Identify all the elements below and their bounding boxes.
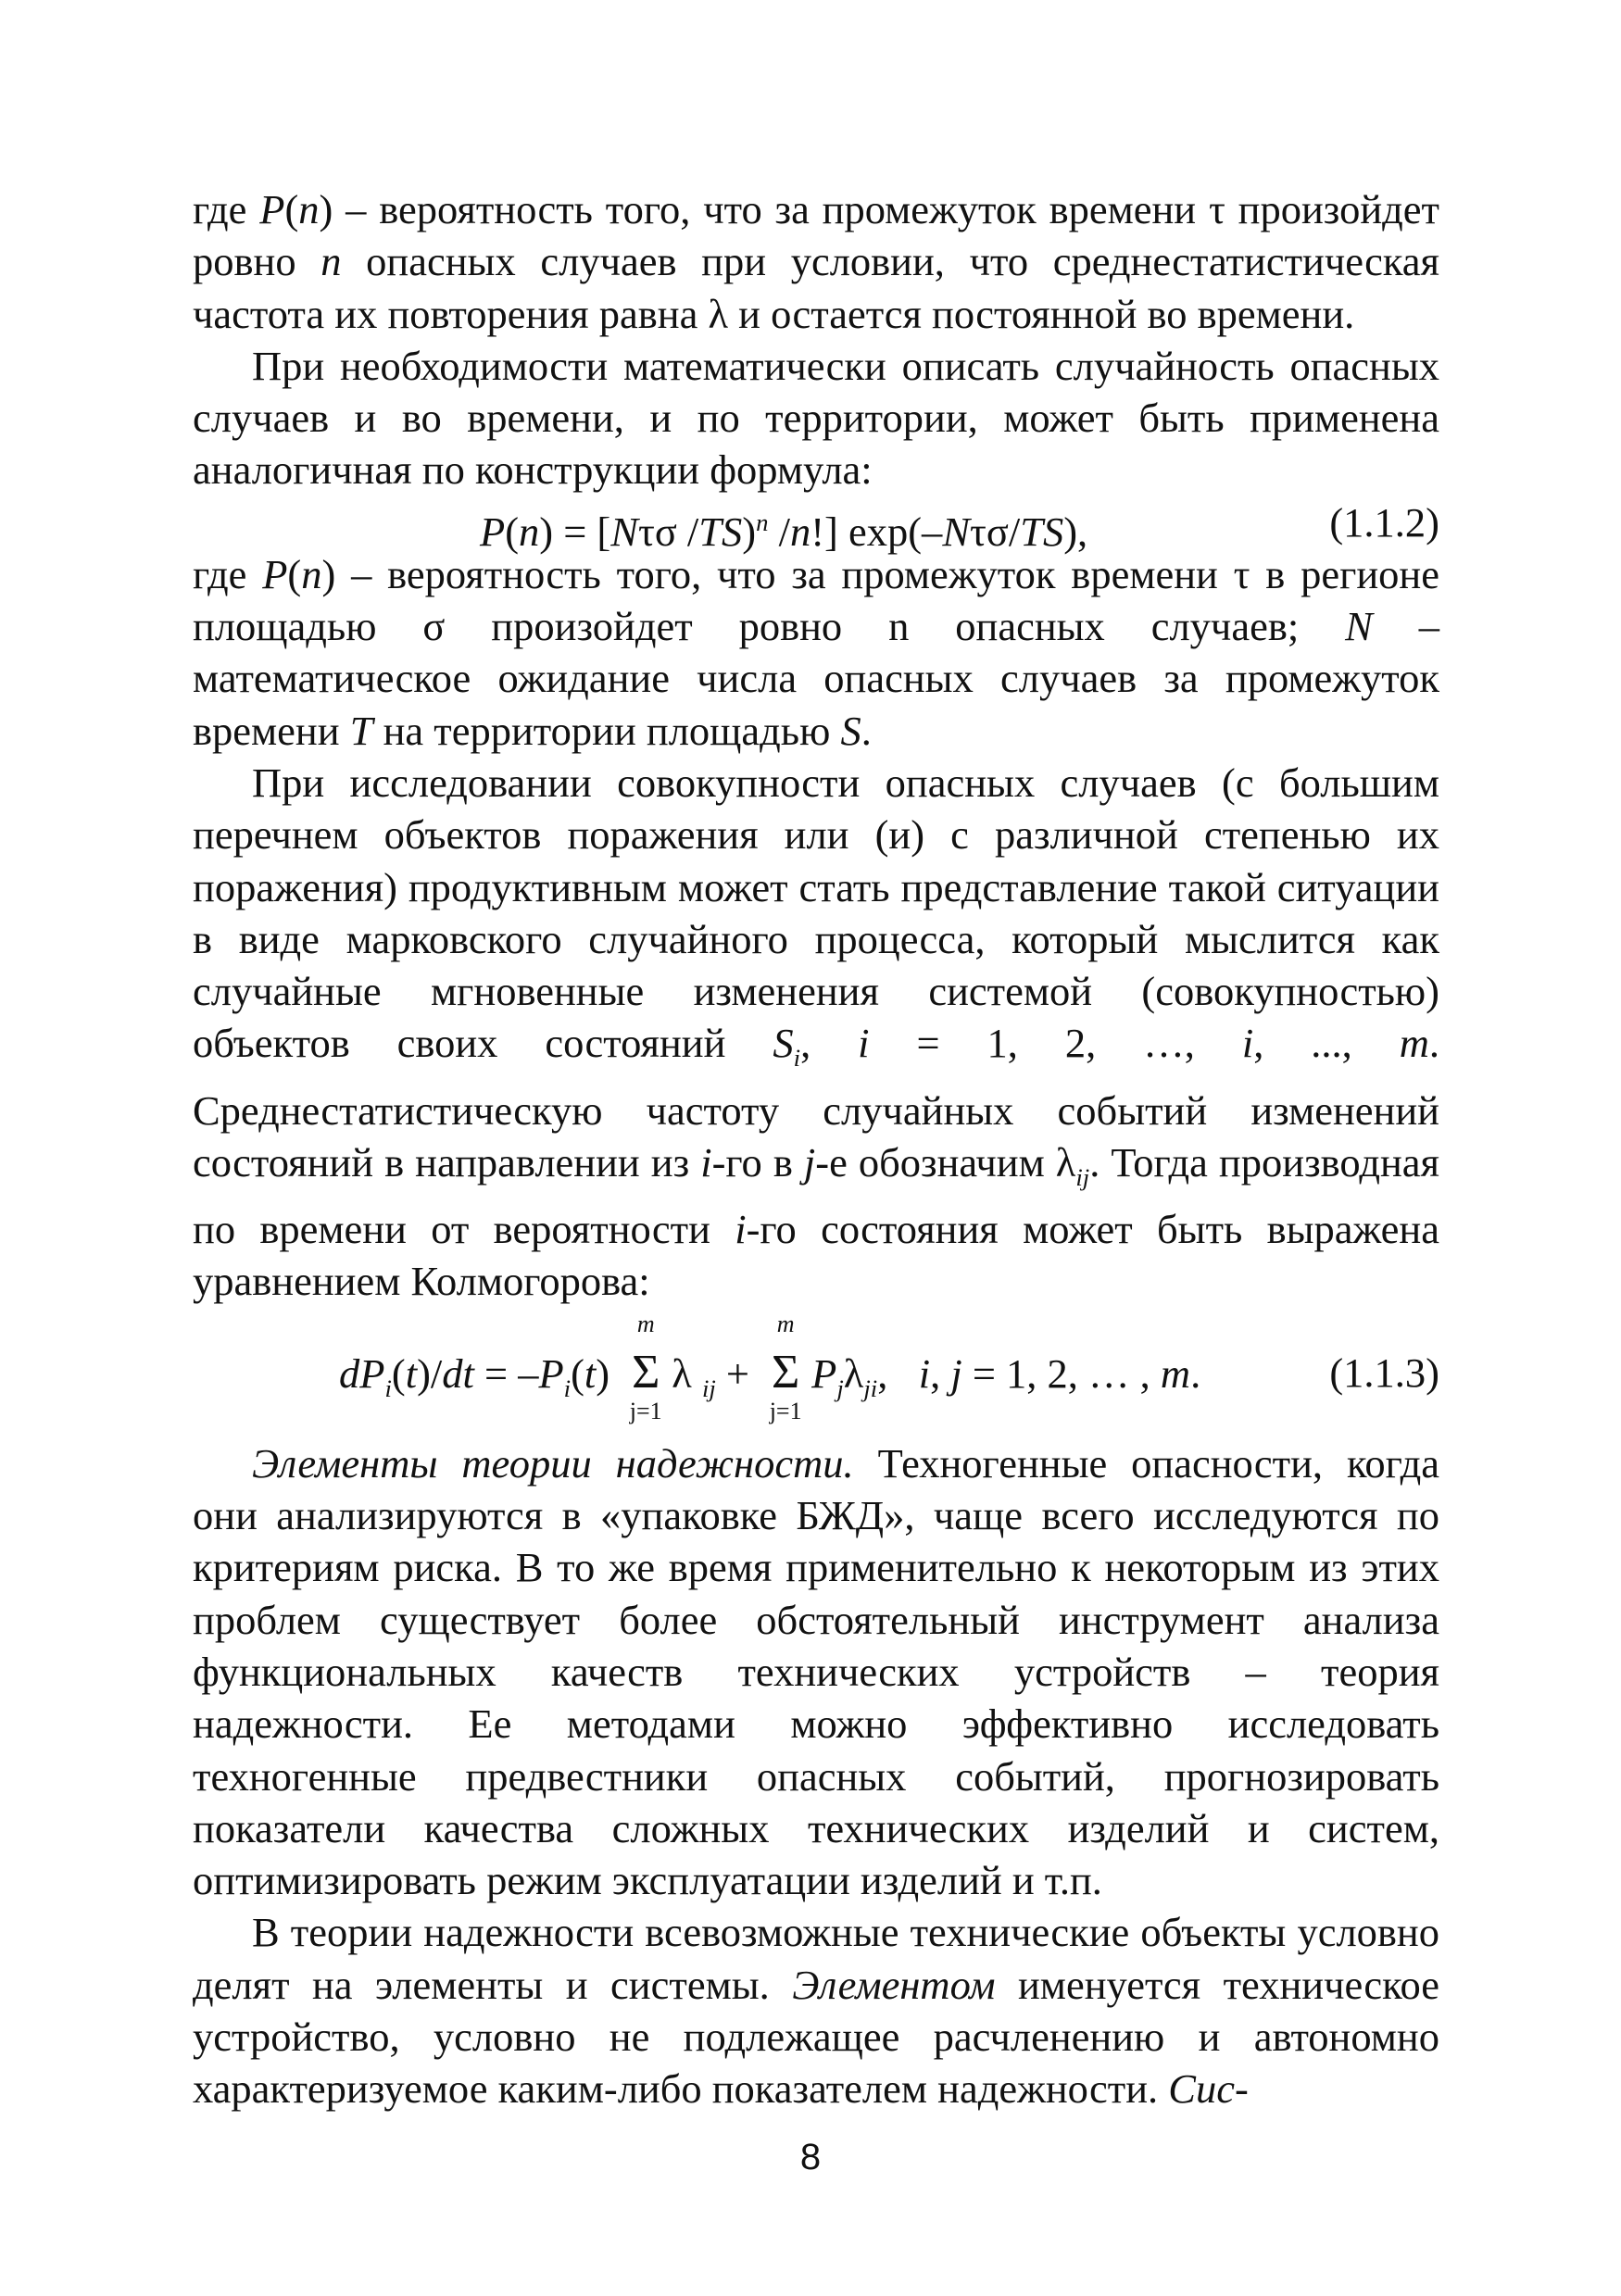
page-number: 8 <box>799 2137 822 2177</box>
section-title-reliability: Элементы теории надежности. <box>252 1439 854 1487</box>
term-element: Элементом <box>792 1961 996 2008</box>
paragraph-5: Элементы теории надежности. Техногенные опасности, когда они анализируются в «упаковке БЖД», чаще всего исследуются по критериям риска. В то же время применительно к некоторым из этих проблем существует более обстоятельный инструмент анализа функциональных качеств технических устройств – теория надежности. Ее методами можно эффективно исследовать техногенные предвестники опасных событий, прогнозировать показатели качества сложных технических изделий и систем, оптимизировать режим эксплуатации изделий и т.п. <box>193 1439 1440 1904</box>
formula-1-1-3 <box>193 1308 1439 1437</box>
term-system-fragment: Сис- <box>1168 2065 1249 2113</box>
paragraph-1: где P(n) – вероятность того, что за промежуток времени τ произойдет ровно n опасных случаев при условии, что среднестатистическая частота их повторения равна λ и остается постоянной во времени. <box>193 186 1439 337</box>
paragraph-4: При исследовании совокупности опасных случаев (с большим перечнем объектов поражения или (и) с различной степенью их поражения) продуктивным может стать представление такой ситуации в виде марковского случайного процесса, который мыслится как случайные мгновенные изменения системой (совокупностью) объектов своих состояний $S_i$, i = 1, 2, …, i, ..., m. Среднестатистическую частоту случайных событий изменений состояний в направлении из i-го в j-е обозначим $\lambda_{ij}$. Тогда производная по времени от вероятности i-го состояния может быть выражена уравнением Колмогорова: <box>193 759 1439 1305</box>
paragraph-2: При необходимости математически описать случайность опасных случаев и во времени, и по территории, может быть применена аналогичная по конструкции формула: <box>193 342 1439 494</box>
sum-operator-2: m Σ j=1 <box>769 1310 802 1424</box>
formula-1-1-2-number: (1.1.2) <box>1329 498 1439 546</box>
formula-1-1-2-body: P(n) = [Nτσ /TS)$^n$ /n!] exp(–Nτσ/TS), <box>480 508 1088 555</box>
formula-1-1-3-number: (1.1.3) <box>1329 1349 1439 1396</box>
paragraph-6: В теории надежности всевозможные технические объекты условно делят на элементы и системы. Элементом именуется техническое устройство, условно не подлежащее расчленению и автономно характеризуемое каким-либо показателем надежности. Сис- <box>193 1909 1439 2113</box>
formula-1-1-2 <box>193 496 1439 555</box>
text-column <box>193 183 1439 2115</box>
paragraph-3: где P(n) – вероятность того, что за промежуток времени τ в регионе площадью σ произойдет ровно n опасных случаев; N – математическое ожидание числа опасных случаев за промежуток времени T на территории площадью S. <box>193 550 1439 754</box>
sum-operator-1: m Σ j=1 <box>629 1310 662 1424</box>
formula-1-1-3-body: $dP_i(t)/dt = -P_i(t)$ m Σ j=1 λ $_{ij}$ + m Σ j=1 $P_j\lambda_{ji}$, i, j = 1, 2, … , m. <box>339 1310 1201 1424</box>
